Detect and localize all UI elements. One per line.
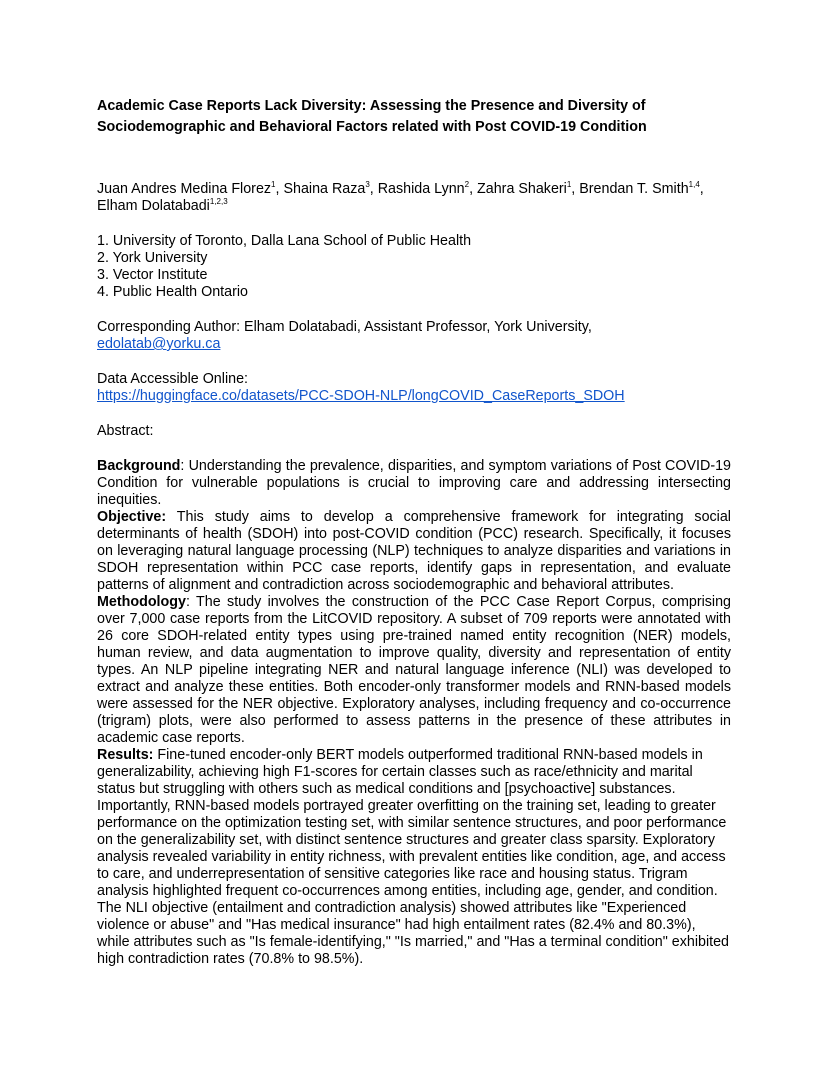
background-heading: Background bbox=[97, 458, 181, 474]
abstract-results: Results: Fine-tuned encoder-only BERT models outperformed traditional RNN-based models in generalizability, achieving high F1-scores for certain classes such as race/ethnicity and marital status but struggling with others such as medical conditions and [psychoactive] substances. Importantly, RNN-based models portrayed greater overfitting on the training set, leading to greater performance on the optimization testing set, with similar sentence structures, and poor performance on the generalizability set, with distinct sentence structures and greater class sparsity. Exploratory analysis revealed variability in entity richness, with prevalent entities like condition, age, and access to care, and underrepresentation of sensitive categories like race and housing status. Trigram analysis highlighted frequent co-occurrences among entities, including age, gender, and condition. The NLI objective (entailment and contradiction analysis) showed attributes like "Experienced violence or abuse" and "Has medical insurance" had high entailment rates (82.4% and 80.3%), while attributes such as "Is female-identifying," "Is married," and "Has a terminal condition" exhibited high contradiction rates (70.8% to 98.5%). bbox=[97, 747, 730, 967]
corresponding-author bbox=[97, 319, 731, 353]
paper-title: Academic Case Reports Lack Diversity: Assessing the Presence and Diversity of Sociodemographic and Behavioral Factors related with Post COVID-19 Condition bbox=[97, 98, 647, 135]
abstract-label: Abstract: bbox=[97, 423, 154, 439]
author-affiliation-sup: 1,4 bbox=[688, 180, 700, 190]
abstract-background: Background: Understanding the prevalence, disparities, and symptom variations of Post COVID-19 Condition for vulnerable populations is crucial to improving care and addressing intersecting inequities. bbox=[97, 458, 731, 508]
author-affiliation-sup: 1 bbox=[271, 180, 276, 190]
paper-page bbox=[97, 96, 731, 968]
abstract-objective: Objective: This study aims to develop a comprehensive framework for integrating social determinants of health (SDOH) into post-COVID condition (PCC) research. Specifically, it focuses on leveraging natural language processing (NLP) techniques to analyze disparities and variations in SDOH representation within PCC case reports, identify gaps in representation, and evaluate patterns of alignment and contradiction across sociodemographic and behavioral attributes. bbox=[97, 509, 731, 593]
author: Rashida Lynn$^2$, bbox=[377, 180, 478, 197]
author-affiliation-sup: 1 bbox=[566, 180, 572, 190]
author: Juan Andres Medina Florez$^1$, bbox=[97, 180, 284, 197]
data-access-label: Data Accessible Online: bbox=[97, 371, 248, 387]
data-access bbox=[97, 371, 731, 405]
affiliation-item: 3. Vector Institute bbox=[97, 267, 208, 283]
author-list bbox=[97, 181, 731, 215]
author-affiliation-sup: 1,2,3 bbox=[209, 197, 228, 207]
author-affiliation-sup: 2 bbox=[464, 180, 470, 190]
objective-heading: Objective: bbox=[97, 509, 167, 525]
affiliation-item: 1. University of Toronto, Dalla Lana School of Public Health bbox=[97, 233, 472, 249]
corresponding-author-label: Corresponding Author: Elham Dolatabadi, Assistant Professor, York University, bbox=[97, 319, 592, 335]
author-affiliation-sup: 3 bbox=[365, 180, 370, 190]
affiliation-list bbox=[97, 233, 731, 301]
author: Elham Dolatabadi$^{1,2,3}$ bbox=[97, 197, 228, 214]
author: Zahra Shakeri$^1$, bbox=[477, 180, 580, 197]
corresponding-email-link[interactable]: edolatab@yorku.ca bbox=[97, 336, 221, 352]
abstract-methodology: Methodology: The study involves the construction of the PCC Case Report Corpus, comprising over 7,000 case reports from the LitCOVID repository. A subset of 709 reports were annotated with 26 core SDOH-related entity types using pre-trained named entity recognition (NER) models, human review, and data augmentation to improve quality, diversity and representation of entity types. An NLP pipeline integrating NER and natural language inference (NLI) was developed to extract and analyze these entities. Both encoder-only transformer models and RNN-based models were assessed for the NER objective. Exploratory analyses, including frequency and co-occurrence (trigram) plots, were also performed to assess patterns in the presence of these attributes in academic case reports. bbox=[97, 594, 731, 746]
results-heading: Results: bbox=[97, 747, 154, 763]
dataset-link[interactable]: https://huggingface.co/datasets/PCC-SDOH-NLP/longCOVID_CaseReports_SDOH bbox=[97, 388, 625, 404]
author: Shaina Raza$^3$, bbox=[283, 180, 378, 197]
author: Brendan T. Smith$^{1,4}$, bbox=[579, 180, 704, 197]
abstract-body bbox=[97, 458, 731, 968]
affiliation-item: 2. York University bbox=[97, 250, 208, 266]
affiliation-item: 4. Public Health Ontario bbox=[97, 284, 248, 300]
methodology-heading: Methodology bbox=[97, 594, 186, 610]
